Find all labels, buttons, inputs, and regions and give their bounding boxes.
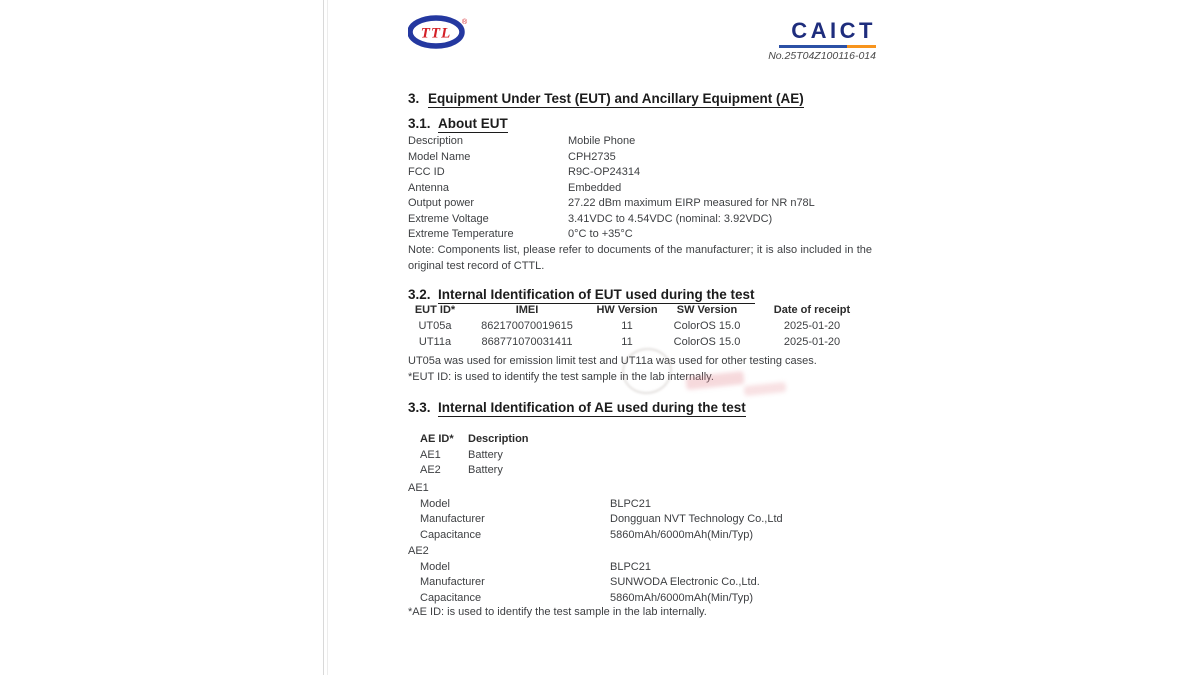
section-3-title: Equipment Under Test (EUT) and Ancillary Equipment (AE) xyxy=(428,91,804,106)
svg-text:®: ® xyxy=(462,19,468,26)
eut-id-table xyxy=(408,302,874,350)
section-3-3-number: 3.3. xyxy=(408,400,431,415)
field-value: CPH2735 xyxy=(568,150,616,163)
eut-id-footnote: *EUT ID: is used to identify the test sample in the lab internally. xyxy=(408,371,714,383)
field-value: Embedded xyxy=(568,181,622,194)
about-eut-row xyxy=(408,165,878,181)
ae-detail-row xyxy=(408,497,878,513)
field-label: Extreme Voltage xyxy=(408,212,489,225)
section-3-heading xyxy=(408,92,804,108)
ae2-details xyxy=(408,544,878,607)
field-value: 5860mAh/6000mAh(Min/Typ) xyxy=(610,592,754,605)
about-eut-row xyxy=(408,181,878,197)
watermark-circle xyxy=(618,344,675,398)
field-value: BLPC21 xyxy=(610,497,651,510)
ae1-details xyxy=(408,481,878,544)
ae-detail-row xyxy=(408,560,878,576)
about-eut-list xyxy=(408,134,878,243)
cell-hw-version: 11 xyxy=(621,320,633,332)
ae-block-id: AE2 xyxy=(408,545,429,557)
field-value: BLPC21 xyxy=(610,560,651,573)
about-eut-row xyxy=(408,212,878,228)
field-value: 0°C to +35°C xyxy=(568,228,633,240)
field-label: FCC ID xyxy=(408,166,445,178)
col-header-ae-id: AE ID* xyxy=(420,433,454,445)
ae-block-id: AE1 xyxy=(408,482,429,494)
ae-detail-row xyxy=(408,528,878,544)
cell-ae-id: AE1 xyxy=(420,448,441,461)
report-number: No.25T04Z100116-014 xyxy=(768,50,876,62)
page-edge-line xyxy=(323,0,324,675)
about-eut-row xyxy=(408,227,878,243)
field-label: Model Name xyxy=(408,150,471,163)
field-label: Manufacturer xyxy=(420,513,485,526)
field-label: Model xyxy=(420,497,450,510)
field-label: Extreme Temperature xyxy=(408,228,514,240)
field-label: Antenna xyxy=(408,181,449,194)
about-eut-row xyxy=(408,134,878,150)
ae-header-row xyxy=(408,432,529,448)
field-label: Manufacturer xyxy=(420,576,485,589)
section-3-2-number: 3.2. xyxy=(408,287,431,302)
field-label: Capacitance xyxy=(420,592,482,605)
components-note: Note: Components list, please refer to documents of the manufacturer; it is also included in the original test record of CTTL. xyxy=(408,244,872,272)
cttl-logo xyxy=(408,15,468,49)
svg-text:TTL: TTL xyxy=(420,25,452,42)
field-value: Dongguan NVT Technology Co.,Ltd xyxy=(610,513,783,526)
field-label: Capacitance xyxy=(420,529,482,542)
ae-row xyxy=(408,448,529,464)
field-label: Description xyxy=(408,135,464,147)
ae-detail-row xyxy=(408,575,878,591)
about-eut-row xyxy=(408,150,878,166)
about-eut-row xyxy=(408,196,878,212)
caict-underline-bar xyxy=(779,45,876,48)
ae-detail-row xyxy=(408,512,878,528)
field-value: 3.41VDC to 4.54VDC (nominal: 3.92VDC) xyxy=(568,212,773,225)
cell-eut-id: UT11a xyxy=(418,336,452,348)
section-3-1-number: 3.1. xyxy=(408,116,431,131)
section-3-1-heading xyxy=(408,117,508,133)
ae-id-table xyxy=(408,432,529,479)
field-value: 5860mAh/6000mAh(Min/Typ) xyxy=(610,529,754,542)
field-value: Mobile Phone xyxy=(568,135,636,147)
cell-eut-id: UT05a xyxy=(418,320,452,332)
table-header-row xyxy=(408,302,874,318)
col-header-date-of-receipt: Date of receipt xyxy=(773,304,851,316)
col-header-sw-version: SW Version xyxy=(676,304,738,316)
field-value: R9C-OP24314 xyxy=(568,166,641,178)
field-value: SUNWODA Electronic Co.,Ltd. xyxy=(610,576,760,589)
cell-description: Battery xyxy=(468,464,503,476)
eut-usage-note: UT05a was used for emission limit test and UT11a was used for other testing cases. xyxy=(408,355,817,367)
cell-imei: 868771070031411 xyxy=(481,336,573,348)
field-value: 27.22 dBm maximum EIRP measured for NR n78L xyxy=(568,197,815,209)
table-row xyxy=(408,318,874,334)
cell-description: Battery xyxy=(468,448,503,461)
ae-id-footnote: *AE ID: is used to identify the test sample in the lab internally. xyxy=(408,606,707,618)
cell-date-of-receipt: 2025-01-20 xyxy=(783,320,841,332)
col-header-eut-id: EUT ID* xyxy=(414,304,456,316)
cell-imei: 862170070019615 xyxy=(481,320,573,332)
col-header-description: Description xyxy=(468,433,529,445)
col-header-imei: IMEI xyxy=(515,304,539,316)
page-edge-shadow xyxy=(327,0,328,675)
section-3-2-title: Internal Identification of EUT used during the test xyxy=(438,287,755,302)
field-label: Output power xyxy=(408,197,475,209)
section-3-number: 3. xyxy=(408,91,420,106)
cell-ae-id: AE2 xyxy=(420,464,441,476)
field-label: Model xyxy=(420,560,450,573)
caict-logo-block xyxy=(756,18,876,62)
watermark-smudge xyxy=(744,382,787,396)
ae-row xyxy=(408,463,529,479)
caict-logo: CAICT xyxy=(791,18,876,43)
cell-sw-version: ColorOS 15.0 xyxy=(673,320,741,332)
section-3-1-title: About EUT xyxy=(438,116,508,131)
section-3-3-title: Internal Identification of AE used during the test xyxy=(438,400,746,415)
cell-hw-version: 11 xyxy=(621,336,633,348)
col-header-hw-version: HW Version xyxy=(596,304,658,316)
ttl-oval-icon xyxy=(408,15,468,49)
cell-date-of-receipt: 2025-01-20 xyxy=(783,336,841,348)
section-3-3-heading xyxy=(408,401,746,417)
cell-sw-version: ColorOS 15.0 xyxy=(673,336,741,348)
